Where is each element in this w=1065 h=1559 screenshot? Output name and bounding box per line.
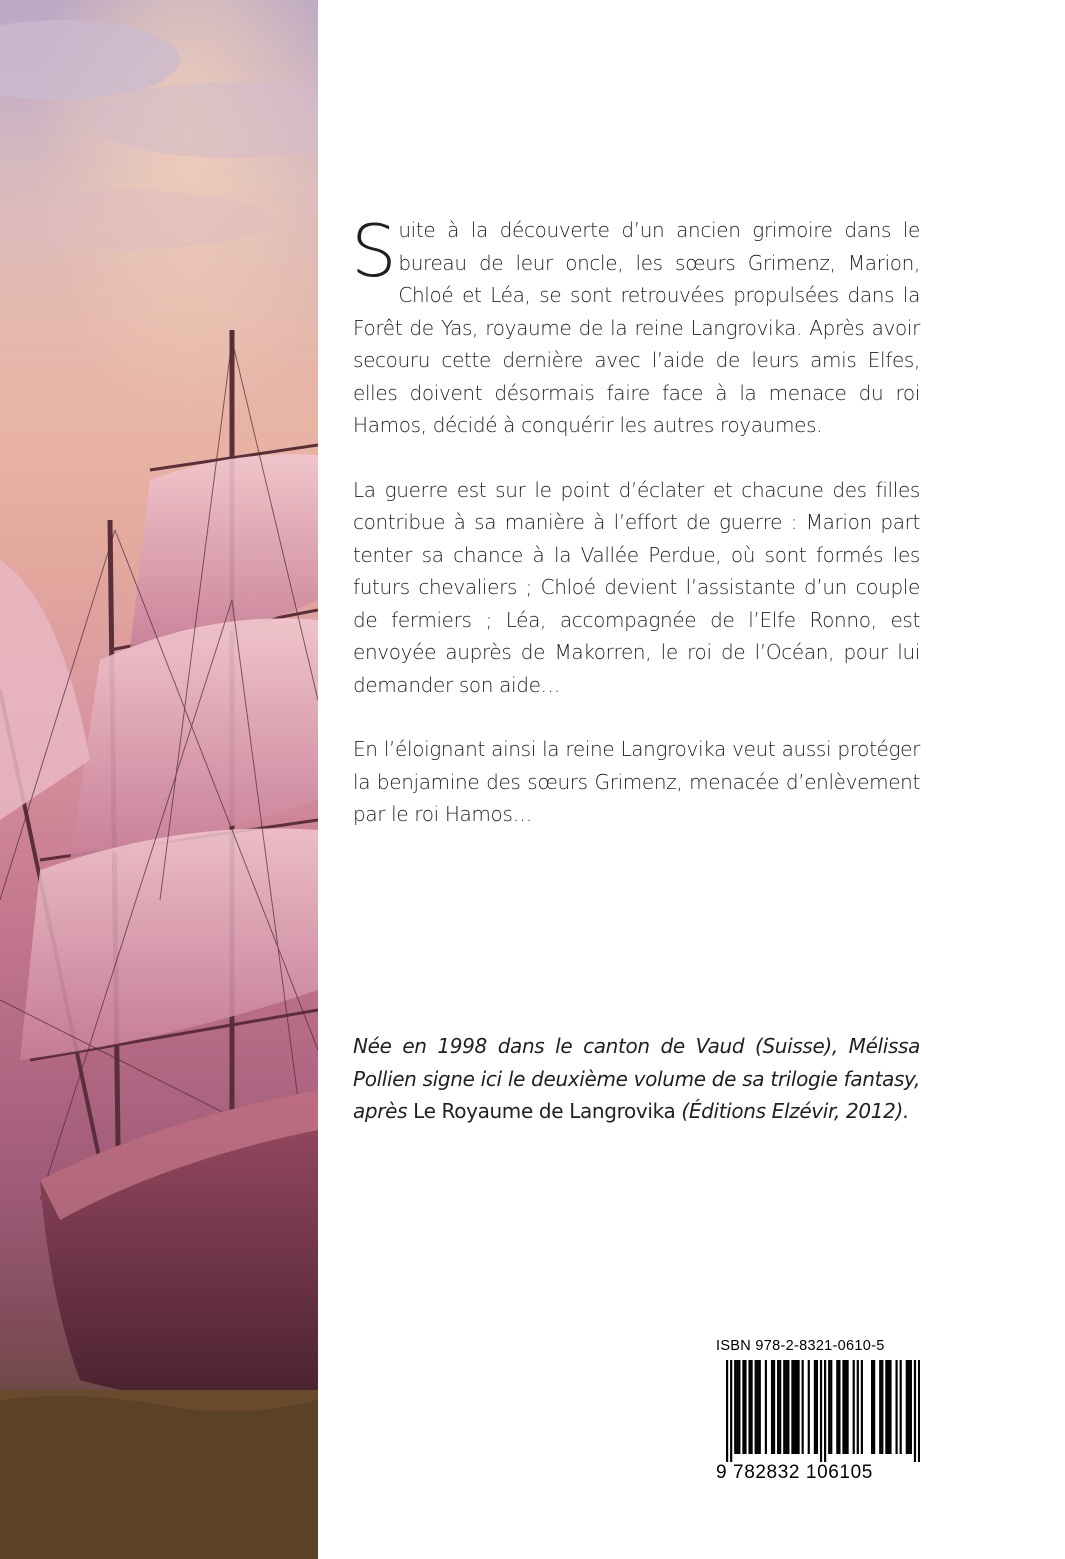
previous-book-title: Le Royaume de Langrovika bbox=[413, 1099, 676, 1123]
barcode-bar bbox=[881, 1360, 883, 1454]
barcode-bar bbox=[914, 1360, 916, 1462]
barcode-bar bbox=[846, 1360, 848, 1454]
barcode-bar bbox=[757, 1360, 759, 1454]
barcode-bar bbox=[793, 1360, 795, 1454]
barcode-bar bbox=[838, 1360, 840, 1454]
barcode-bar bbox=[885, 1360, 887, 1454]
blurb-paragraph-1 bbox=[351, 209, 920, 442]
barcode-bar bbox=[808, 1360, 810, 1454]
barcode-bar bbox=[751, 1360, 753, 1454]
ean-digits: 9 782832 106105 bbox=[716, 1462, 873, 1483]
barcode-bar bbox=[795, 1360, 797, 1454]
barcode-bar bbox=[791, 1360, 793, 1454]
author-bio bbox=[353, 1030, 920, 1128]
isbn-label: ISBN 978-2-8321-0610-5 bbox=[716, 1338, 885, 1354]
barcode-bar bbox=[887, 1360, 889, 1454]
barcode-bar bbox=[734, 1360, 736, 1454]
barcode-bar bbox=[861, 1360, 863, 1454]
barcode-bar bbox=[889, 1360, 891, 1454]
barcode-bar bbox=[844, 1360, 846, 1454]
barcode-bar bbox=[797, 1360, 799, 1454]
barcode-bar bbox=[906, 1360, 908, 1454]
barcode-bar bbox=[828, 1360, 830, 1454]
sailing-ship-illustration bbox=[0, 0, 318, 1559]
isbn-barcode bbox=[716, 1338, 920, 1483]
barcode-bar bbox=[900, 1360, 902, 1454]
barcode-bar bbox=[836, 1360, 838, 1454]
barcode-bar bbox=[814, 1360, 816, 1454]
barcode-bar bbox=[820, 1360, 822, 1462]
barcode-bar bbox=[824, 1360, 826, 1462]
barcode-bar bbox=[785, 1360, 787, 1454]
barcode-bar bbox=[908, 1360, 910, 1454]
barcode-bar bbox=[736, 1360, 738, 1454]
barcode-bar bbox=[738, 1360, 740, 1454]
barcode-bar bbox=[783, 1360, 785, 1454]
barcode-bar bbox=[777, 1360, 779, 1454]
barcode-bar bbox=[873, 1360, 875, 1454]
barcode-bar bbox=[879, 1360, 881, 1454]
barcode-bar bbox=[730, 1360, 732, 1462]
barcode-bar bbox=[853, 1360, 855, 1454]
author-bio-part-2: (Éditions Elzévir, 2012). bbox=[675, 1099, 909, 1123]
barcode-bars bbox=[726, 1360, 920, 1462]
barcode-bar bbox=[895, 1360, 897, 1454]
barcode-bar bbox=[779, 1360, 781, 1454]
barcode-bar bbox=[871, 1360, 873, 1454]
barcode-bar bbox=[765, 1360, 767, 1454]
barcode-bar bbox=[726, 1360, 728, 1462]
author-bio-part-1: Née en 1998 dans le canton de Vaud (Suisse), Mélissa Pollien signe ici le deuxième volume de sa trilogie fantasy, après bbox=[353, 1034, 920, 1123]
back-cover-blurb bbox=[351, 209, 920, 863]
barcode-bar bbox=[755, 1360, 757, 1454]
barcode-bar bbox=[918, 1360, 920, 1462]
barcode-bar bbox=[857, 1360, 859, 1454]
blurb-paragraph-1-text: uite à la découverte d’un ancien grimoire dans le bureau de leur oncle, les sœurs Grimenz, Marion, Chloé et Léa, se sont retrouvées propulsées dans la Forêt de Yas, royaume de la reine Langrovika. Après avoir secouru cette dernière avec l’aide de leurs amis Elfes, elles doivent désormais faire face à la menace du roi Hamos, décidé à conquérir les autres royaumes. bbox=[353, 218, 920, 437]
barcode-bar bbox=[742, 1360, 744, 1454]
barcode-bar bbox=[744, 1360, 746, 1454]
barcode-bar bbox=[816, 1360, 818, 1454]
blurb-paragraph-2: La guerre est sur le point d’éclater et chacune des filles contribue à sa manière à l’effort de guerre : Marion part tenter sa chance à la Vallée Perdue, où sont formés les futurs chevaliers ; Chloé devient l’assistante d’un couple de fermiers ; Léa, accompagnée de l’Elfe Ronno, est envoyée auprès de Makorren, le roi de l’Océan, pour lui demander son aide… bbox=[353, 477, 920, 697]
barcode-bar bbox=[842, 1360, 844, 1454]
barcode-bar bbox=[773, 1360, 775, 1454]
cover-illustration bbox=[0, 0, 318, 1559]
drop-cap: S bbox=[351, 209, 397, 293]
barcode-bar bbox=[748, 1360, 750, 1454]
barcode-bar bbox=[771, 1360, 773, 1454]
blurb-paragraph-3: En l’éloignant ainsi la reine Langrovika veut aussi protéger la benjamine des sœurs Grimenz, menacée d’enlèvement par le roi Hamos… bbox=[353, 737, 920, 826]
barcode-bar bbox=[802, 1360, 804, 1454]
barcode-bar bbox=[759, 1360, 761, 1454]
barcode-bar bbox=[787, 1360, 789, 1454]
barcode-bar bbox=[910, 1360, 912, 1454]
barcode-bar bbox=[830, 1360, 832, 1454]
